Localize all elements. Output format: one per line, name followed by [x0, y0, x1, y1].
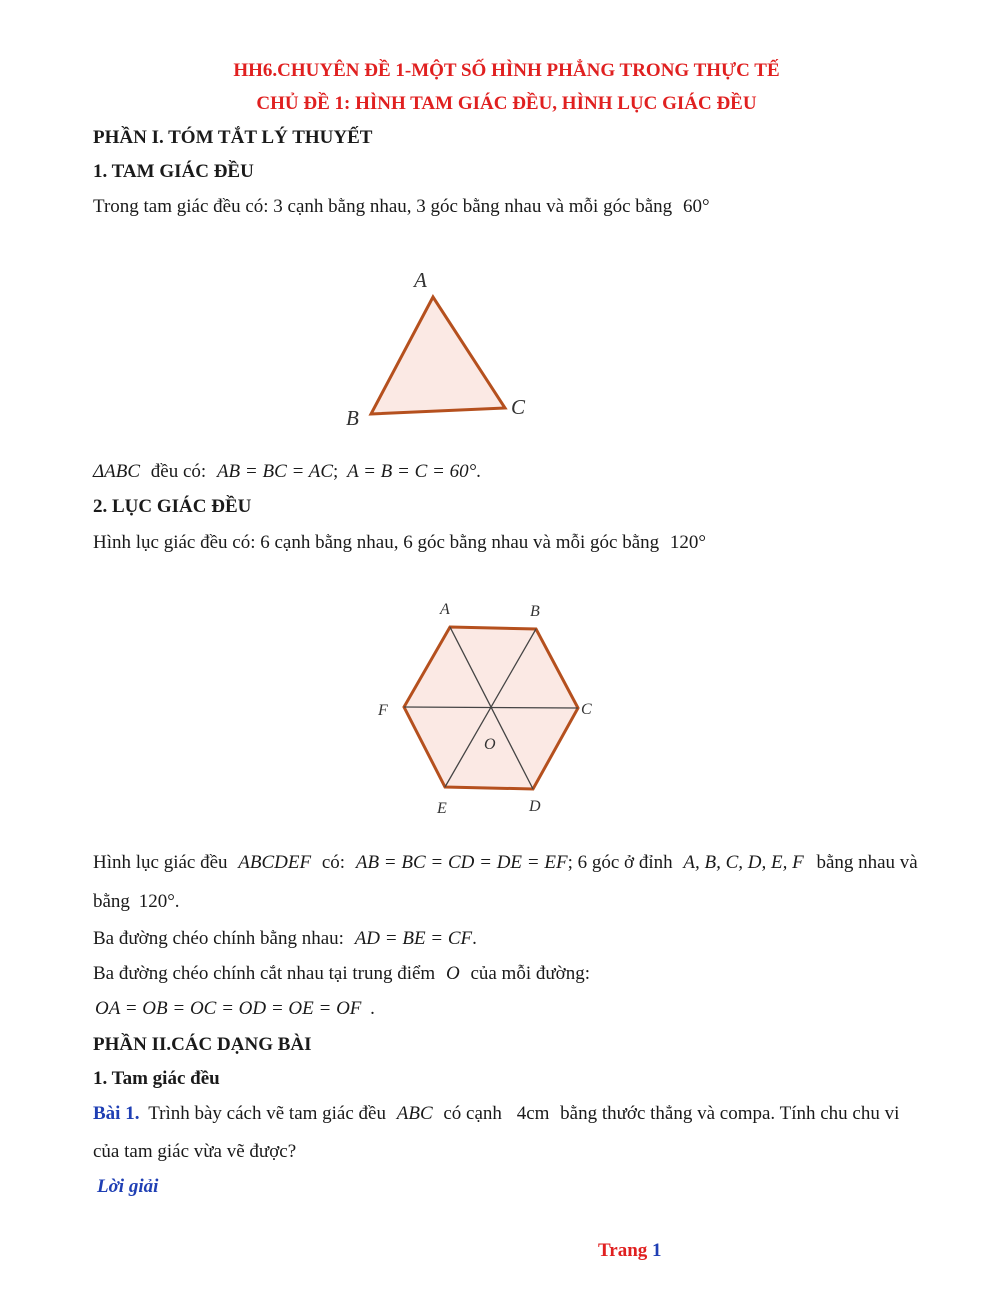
hexagon-angle-value: 120°	[138, 891, 175, 912]
exercise1-text-a: Trình bày cách vẽ tam giác đều	[148, 1103, 386, 1124]
page-word: Trang	[598, 1240, 648, 1261]
page-number: 1	[652, 1240, 662, 1261]
section1-intro-math: 60°	[682, 196, 710, 217]
hexagon-midpoint-line	[93, 963, 590, 985]
hexagon-radii-end: .	[370, 998, 375, 1019]
hexagon-fact-line2	[93, 891, 180, 913]
triangle-label-a: A	[414, 268, 427, 292]
hexagon-fact-text-e: bằng	[93, 891, 130, 912]
triangle-fact-separator: ;	[333, 461, 339, 482]
hexagon-midpoint-text-b: của mỗi đường:	[470, 963, 590, 984]
triangle-fact-text: đều có:	[150, 461, 207, 482]
triangle-fact-symbol: ΔABC	[93, 461, 141, 482]
hexagon-diagonals-end: .	[472, 928, 477, 949]
triangle-fact-sides: AB = BC = AC	[216, 461, 334, 482]
section2-intro-text: Hình lục giác đều có: 6 cạnh bằng nhau, 6 góc bằng nhau và mỗi góc bằng	[93, 532, 660, 553]
exercise1-triangle-name: ABC	[396, 1103, 433, 1124]
hexagon-label-d: D	[529, 798, 541, 815]
document-subtitle: CHỦ ĐỀ 1: HÌNH TAM GIÁC ĐỀU, HÌNH LỤC GIÁC ĐỀU	[256, 93, 757, 114]
hexagon-fact-text-a: Hình lục giác đều	[93, 852, 228, 873]
part2-subheading: 1. Tam giác đều	[93, 1068, 220, 1089]
section1-intro-text: Trong tam giác đều có: 3 cạnh bằng nhau, 3 góc bằng nhau và mỗi góc bằng	[93, 196, 673, 217]
document-title: HH6.CHUYÊN ĐỀ 1-MỘT SỐ HÌNH PHẲNG TRONG THỰC TẾ	[233, 60, 780, 81]
hexagon-label-o: O	[484, 736, 496, 753]
hexagon-fact-text-b: có:	[321, 852, 346, 873]
exercise1-line1	[93, 1103, 899, 1125]
section2-intro-math: 120°	[669, 532, 706, 553]
section1-intro	[93, 196, 710, 218]
section2-heading: 2. LỤC GIÁC ĐỀU	[93, 496, 252, 517]
hexagon-radii-math: OA = OB = OC = OD = OE = OF	[95, 998, 362, 1019]
hexagon-diagonals-math: AD = BE = CF	[354, 928, 473, 949]
solution-label: Lời giải	[97, 1176, 159, 1197]
hexagon-figure	[370, 594, 610, 824]
hexagon-center-symbol: O	[445, 963, 460, 984]
triangle-label-c: C	[511, 395, 526, 419]
hexagon-vertices: A, B, C, D, E, F	[683, 852, 804, 873]
exercise1-line2: của tam giác vừa vẽ được?	[93, 1141, 297, 1162]
hexagon-label-f: F	[378, 702, 388, 719]
exercise1-text-c: bằng thước thẳng và compa. Tính chu chu vi	[560, 1103, 900, 1124]
part1-heading: PHẦN I. TÓM TẮT LÝ THUYẾT	[93, 127, 373, 148]
section1-heading: 1. TAM GIÁC ĐỀU	[93, 161, 254, 182]
triangle-fact-end: .	[476, 461, 481, 482]
hexagon-equal-sides: AB = BC = CD = DE = EF	[355, 852, 568, 873]
part2-heading: PHẦN II.CÁC DẠNG BÀI	[93, 1034, 312, 1055]
hexagon-radii-line	[95, 998, 375, 1020]
hexagon-fact-text-d: bằng nhau và	[816, 852, 918, 873]
page-footer	[598, 1240, 662, 1262]
hexagon-label-a: A	[440, 601, 450, 618]
exercise1-side-length: 4cm	[516, 1103, 550, 1124]
triangle-figure	[330, 262, 540, 437]
hexagon-label-c: C	[581, 701, 592, 718]
triangle-fact-angles: A = B = C = 60°	[347, 461, 477, 482]
exercise1-text-b: có cạnh	[443, 1103, 502, 1124]
triangle-abc-shape	[371, 297, 505, 414]
hexagon-midpoint-text: Ba đường chéo chính cắt nhau tại trung điểm	[93, 963, 436, 984]
hexagon-label-e: E	[437, 800, 447, 817]
hexagon-fact-line1	[93, 852, 918, 874]
triangle-label-b: B	[346, 406, 359, 430]
hexagon-name: ABCDEF	[238, 852, 312, 873]
hexagon-fact-end: .	[174, 891, 180, 912]
hexagon-label-b: B	[530, 603, 540, 620]
exercise1-label: Bài 1.	[93, 1103, 140, 1124]
hexagon-fact-text-c: ; 6 góc ở đỉnh	[567, 852, 673, 873]
section2-intro	[93, 532, 706, 554]
hexagon-diagonals-text: Ba đường chéo chính bằng nhau:	[93, 928, 344, 949]
hexagon-diagonals-line	[93, 928, 477, 950]
triangle-fact	[93, 461, 481, 483]
